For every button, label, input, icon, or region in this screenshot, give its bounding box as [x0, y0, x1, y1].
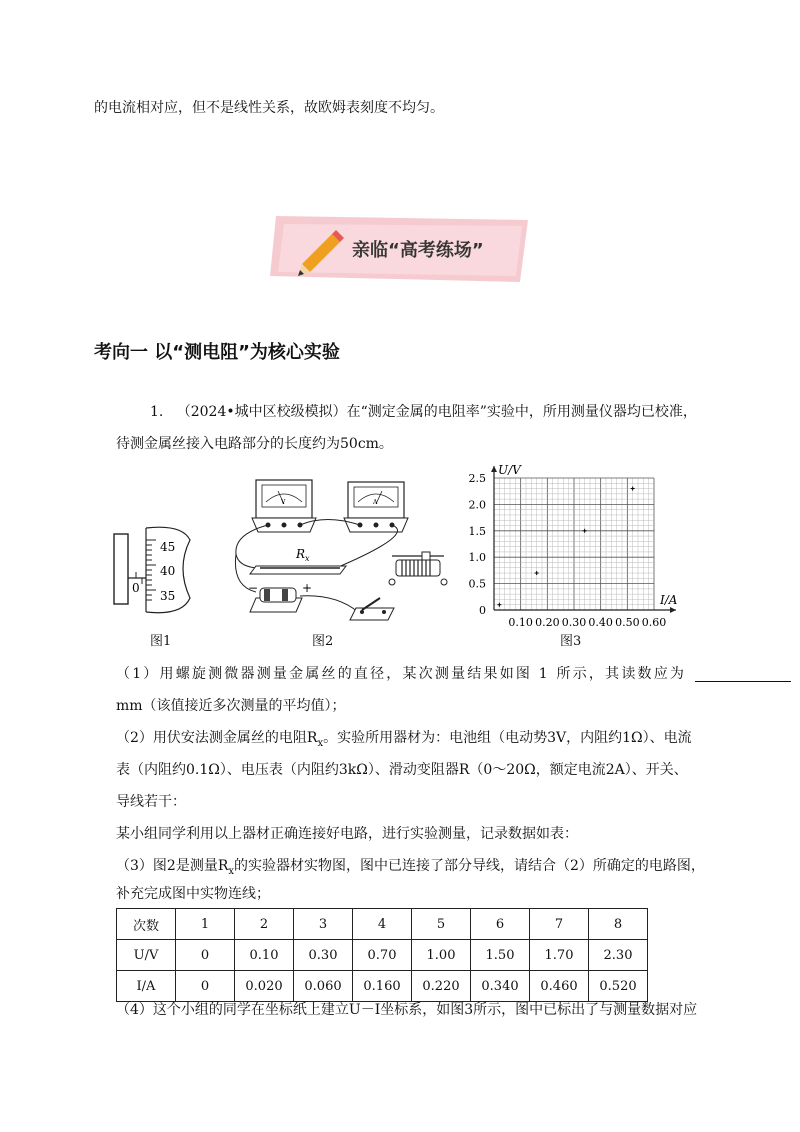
svg-text:A: A [373, 499, 378, 506]
part-3-line-1: （3）图2是测量$R_x$的实验器材实物图，图中已连接了部分导线，请结合（2）所确定的电路图， [116, 858, 705, 877]
ammeter-icon [344, 482, 408, 532]
voltmeter-icon [252, 480, 316, 532]
figure-2-apparatus [226, 474, 458, 624]
table-cell: U/V [117, 940, 176, 971]
fig3-caption: 图3 [560, 634, 582, 649]
table-cell: 0.060 [294, 971, 353, 1002]
data-point [583, 529, 587, 533]
rheostat-icon [389, 552, 447, 585]
x-axis-arrow [670, 607, 676, 613]
table-cell: 1.70 [530, 940, 589, 971]
data-point [535, 571, 539, 575]
table-cell: 0.340 [471, 971, 530, 1002]
fig1-zero: 0 [132, 581, 140, 595]
data-point [497, 603, 501, 607]
table-row [117, 940, 648, 971]
part-2-line-2: 表（内阻约0.1Ω）、电压表（内阻约3kΩ）、滑动变阻器R（0～20Ω，额定电流2A）、开关、 [116, 762, 688, 778]
svg-text:+: + [302, 581, 313, 595]
table-cell: 3 [294, 909, 353, 940]
part-1-line-1: （1）用螺旋测微器测量金属丝的直径，某次测量结果如图 1 所示，其读数应为 [116, 666, 687, 682]
table-cell: 0.520 [589, 971, 648, 1002]
table-cell: 4 [353, 909, 412, 940]
table-row [117, 909, 648, 940]
y-tick-label: 0.5 [468, 577, 486, 591]
question-line-1 [150, 402, 697, 422]
table-cell: 5 [412, 909, 471, 940]
table-cell: 0 [176, 940, 235, 971]
y-tick-label: 1.0 [468, 551, 486, 565]
table-row [117, 971, 648, 1002]
y-tick-label: 0 [479, 604, 486, 617]
table-cell: I/A [117, 971, 176, 1002]
figure-1-micrometer [112, 520, 202, 620]
chart-axes [491, 466, 676, 613]
table-cell: 7 [530, 909, 589, 940]
svg-text:V: V [281, 499, 286, 506]
resistance-wire-board [250, 547, 346, 574]
table-cell: 次数 [117, 909, 176, 940]
table-cell: 0.30 [294, 940, 353, 971]
part-4-line-1: （4）这个小组的同学在坐标纸上建立U－I坐标系，如图3所示，图中已标出了与测量数据对应 [116, 1002, 698, 1018]
table-cell: 6 [471, 909, 530, 940]
table-cell: 0.10 [235, 940, 294, 971]
table-cell: 0.460 [530, 971, 589, 1002]
table-cell: 0.220 [412, 971, 471, 1002]
section-heading: 考向一 以“测电阻”为核心实验 [94, 342, 340, 363]
section-banner [270, 212, 530, 284]
y-tick-label: 2.5 [468, 472, 486, 485]
table-cell: 1 [176, 909, 235, 940]
x-tick-label: 0.10 [508, 616, 533, 629]
banner-text: 亲临“高考练场” [352, 240, 484, 261]
figure-3-chart [458, 460, 688, 632]
y-tick-label: 2.0 [468, 498, 486, 512]
svg-text:−: − [248, 581, 259, 595]
question-text-1: （2024•城中区校级模拟）在“测定金属的电阻率”实验中，所用测量仪器均已校准， [176, 404, 697, 420]
part-2-line-3: 导线若干： [116, 794, 186, 810]
x-tick-label: 0.60 [641, 616, 667, 629]
fig2-caption: 图2 [312, 634, 334, 649]
table-cell: 0.160 [353, 971, 412, 1002]
fig1-caption: 图1 [150, 634, 172, 649]
x-tick-label: 0.50 [615, 616, 640, 629]
table-cell: 2 [235, 909, 294, 940]
answer-blank[interactable] [695, 680, 791, 682]
part-2-line-4: 某小组同学利用以上器材正确连接好电路，进行实验测量，记录数据如表： [116, 826, 578, 842]
chart-grid [494, 478, 654, 610]
y-tick-label: 1.5 [468, 524, 486, 538]
data-point [631, 487, 635, 491]
y-axis-label: U/V [498, 463, 521, 477]
fig1-tick-40: 40 [160, 564, 176, 578]
part-1-line-2: mm（该值接近多次测量的平均值）； [116, 698, 346, 714]
part-3-line-2: 补充完成图中实物连线； [116, 886, 270, 902]
table-cell: 0.020 [235, 971, 294, 1002]
table-cell: 0.70 [353, 940, 412, 971]
y-axis-arrow [491, 466, 497, 472]
table-cell: 0 [176, 971, 235, 1002]
data-table [116, 908, 648, 1002]
fig1-tick-35: 35 [160, 589, 176, 603]
table-cell: 2.30 [589, 940, 648, 971]
part-2-line-1: （2）用伏安法测金属丝的电阻$R_x$。实验所用器材为：电池组（电动势3V，内阻约1Ω）、电流 [116, 730, 692, 749]
x-tick-label: 0.40 [588, 616, 613, 629]
ui-chart [458, 460, 688, 632]
x-tick-label: 0.30 [561, 616, 587, 629]
x-axis-label: I/A [660, 593, 678, 607]
question-number: 1. [150, 404, 164, 420]
intro-line: 的电流相对应，但不是线性关系，故欧姆表刻度不均匀。 [94, 100, 444, 116]
fig1-tick-45: 45 [160, 540, 176, 554]
table-cell: 1.00 [412, 940, 471, 971]
battery-pack-icon [248, 581, 312, 612]
table-cell: 1.50 [471, 940, 530, 971]
x-tick-label: 0.20 [535, 616, 560, 629]
question-line-2: 待测金属丝接入电路部分的长度约为50cm。 [116, 436, 393, 452]
table-cell: 8 [589, 909, 648, 940]
switch-icon [350, 598, 394, 620]
rx-label: $R_x$ [296, 547, 310, 563]
